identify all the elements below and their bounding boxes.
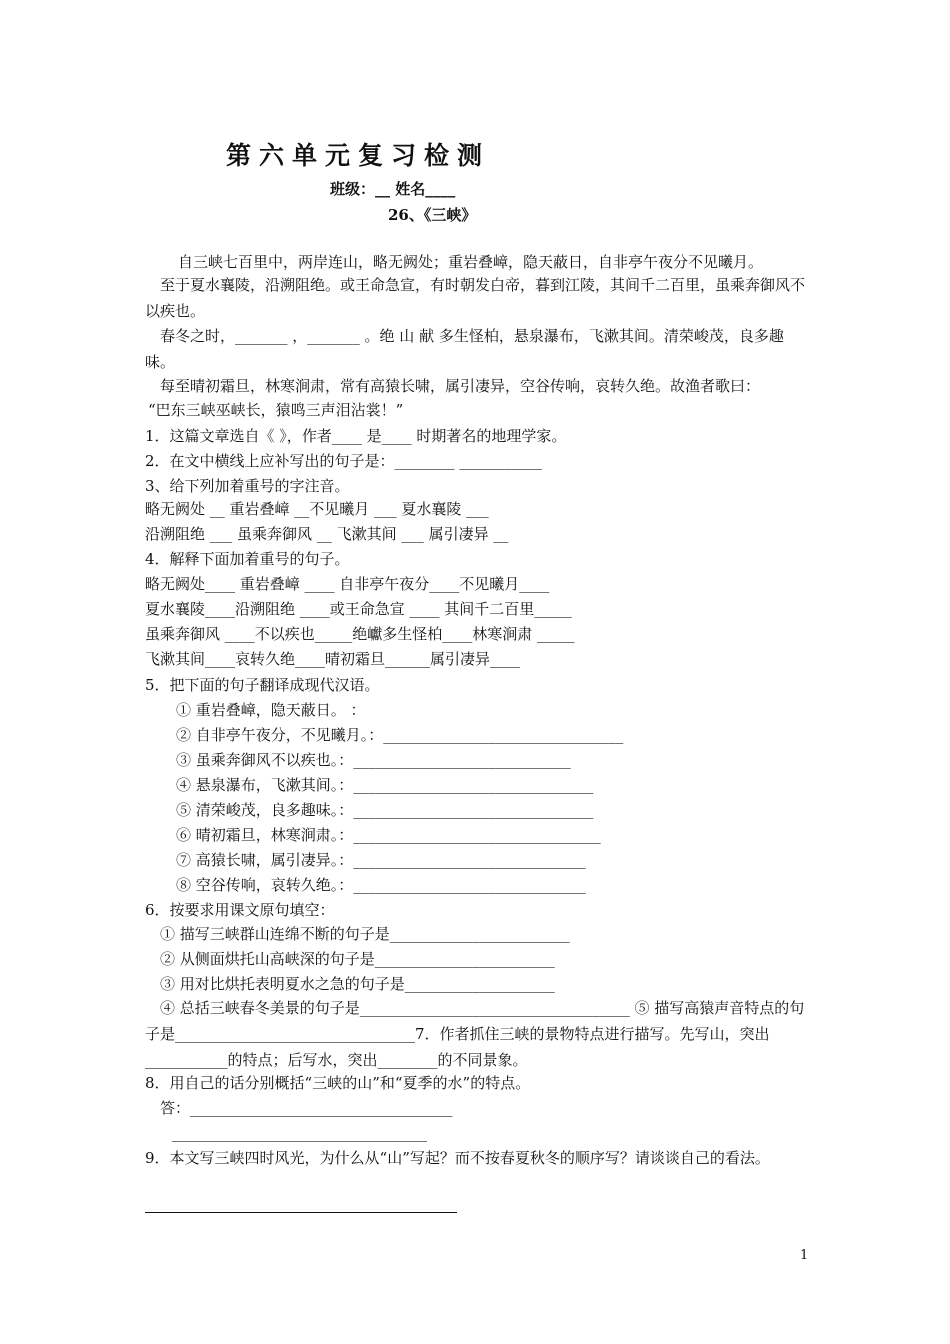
passage-paragraph-4: 每至晴初霜旦，林寒涧肃，常有高猿长啸，属引凄异，空谷传响，哀转久绝。故渔者歌曰：	[160, 377, 761, 395]
question-3-line-1: 略无阙处 __ 重岩叠嶂 __不见曦月 ___ 夏水襄陵 ___	[145, 500, 489, 518]
question-4-line-3: 虽乘奔御风 ____不以疾也_____绝巘多生怪柏____林寒涧肃 _____	[145, 625, 575, 643]
question-8-answer: 答：___________________________________	[160, 1099, 453, 1117]
answer-rule	[145, 1212, 457, 1213]
question-2: 2．在文中横线上应补写出的句子是：________ ___________	[145, 452, 542, 470]
page-number: 1	[800, 1248, 809, 1263]
question-5-item: ① 重岩叠嶂，隐天蔽日。 ：	[176, 701, 366, 719]
page-title: 第六单元复习检测	[226, 141, 491, 170]
question-5: 5．把下面的句子翻译成现代汉语。	[145, 676, 380, 694]
question-5-item: ③ 虽乘奔御风不以疾也。：_____________________________	[176, 751, 571, 769]
question-6-item-4-and-question-7: ④ 总括三峡春冬美景的句子是____________________________________ ⑤ 描写高猿声音特点的句子是________________________________7．作者抓住三峡的景物特点进行描写。先写山，突出___________的特点；后写水，突出________的不同景象。	[145, 999, 805, 1069]
question-5-item: ⑧ 空谷传响，哀转久绝。：_______________________________	[176, 876, 586, 894]
question-8-answer-line: __________________________________	[172, 1124, 427, 1142]
passage-paragraph-3: 春冬之时，_______ ，_______ 。绝 山 献 多生怪柏，悬泉瀑布，飞漱其间。清荣峻茂，良多趣味。	[145, 327, 784, 371]
lesson-title: 26、《三峡》	[388, 206, 477, 224]
question-6-item: ③ 用对比烘托表明夏水之急的句子是____________________	[160, 975, 555, 993]
passage-paragraph-2: 至于夏水襄陵，沿溯阻绝。或王命急宣，有时朝发白帝，暮到江陵，其间千二百里，虽乘奔御风不以疾也。	[145, 276, 806, 320]
class-name-line: 班级：__ 姓名____	[330, 180, 456, 198]
question-5-item: ④ 悬泉瀑布，飞漱其间。：________________________________	[176, 776, 594, 794]
question-5-item: ⑦ 高猿长啸，属引凄异。：_______________________________	[176, 851, 586, 869]
question-4-line-1: 略无阙处____ 重岩叠嶂 ____ 自非亭午夜分____不见曦月____	[145, 575, 550, 593]
question-3: 3、给下列加着重号的字注音。	[145, 477, 350, 495]
question-4: 4．解释下面加着重号的句子。	[145, 550, 350, 568]
question-5-item: ⑤ 清荣峻茂，良多趣味。：________________________________	[176, 801, 594, 819]
question-6: 6．按要求用课文原句填空：	[145, 901, 335, 919]
question-4-line-2: 夏水襄陵____沿溯阻绝 ____或王命急宣 ____ 其间千二百里_____	[145, 600, 572, 618]
question-5-item: ⑥ 晴初霜旦，林寒涧肃。：_________________________________	[176, 826, 601, 844]
question-4-line-4: 飞漱其间____哀转久绝____晴初霜旦______属引凄异____	[145, 650, 521, 668]
question-3-line-2: 沿溯阻绝 ___ 虽乘奔御风 __ 飞漱其间 ___ 属引凄异 __	[145, 525, 509, 543]
question-6-item: ① 描写三峡群山连绵不断的句子是________________________	[160, 925, 570, 943]
question-9: 9．本文写三峡四时风光，为什么从“山”写起？而不按春夏秋冬的顺序写？请谈谈自己的看法。	[145, 1149, 770, 1167]
passage-paragraph-1: 自三峡七百里中，两岸连山，略无阙处；重岩叠嶂，隐天蔽日，自非亭午夜分不见曦月。	[178, 253, 764, 271]
question-6-item: ② 从侧面烘托山高峡深的句子是________________________	[160, 950, 555, 968]
question-5-item: ② 自非亭午夜分，不见曦月。：________________________________	[176, 726, 624, 744]
question-8: 8．用自己的话分别概括“三峡的山”和“夏季的水”的特点。	[145, 1074, 531, 1092]
passage-song: “巴东三峡巫峡长，猿鸣三声泪沾裳！”	[148, 401, 404, 419]
question-1: 1．这篇文章选自《 》，作者____ 是____ 时期著名的地理学家。	[145, 427, 567, 445]
